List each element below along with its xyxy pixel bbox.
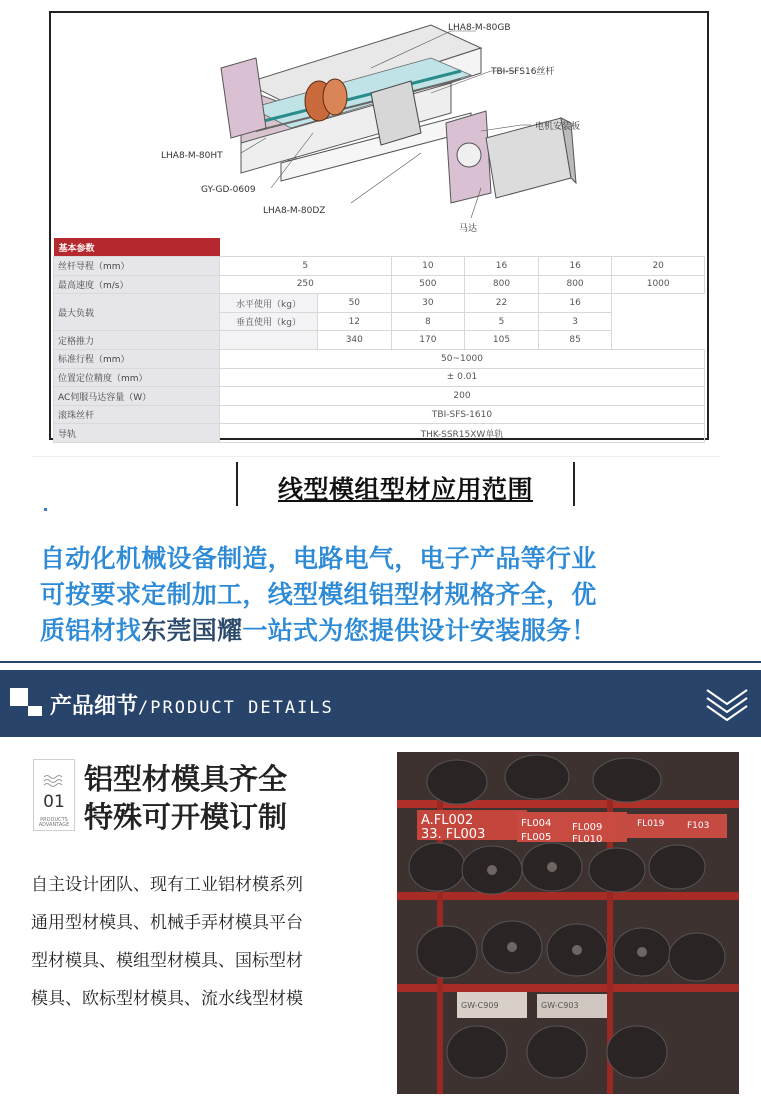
mold-tag: GW-C903	[541, 1001, 579, 1010]
banner-title-cn: 产品细节	[50, 694, 139, 719]
table-cell: 12	[318, 312, 392, 331]
spec-table	[53, 238, 705, 443]
row-label: 丝杆导程（mm）	[54, 257, 220, 276]
table-cell: 200	[220, 387, 705, 406]
row-label: 导轨	[54, 424, 220, 443]
linear-module-illustration	[51, 13, 707, 238]
callout-motor: 马达	[459, 224, 478, 234]
table-cell: 800	[465, 275, 539, 294]
row-label: 滚珠丝杆	[54, 405, 220, 424]
sub-label: 水平使用（kg）	[220, 294, 318, 313]
table-row	[54, 387, 705, 406]
table-cell: 16	[538, 257, 612, 276]
table-cell: 3	[538, 312, 612, 331]
table-cell: 22	[465, 294, 539, 313]
feature-description	[31, 866, 361, 1018]
table-cell: 340	[318, 331, 392, 350]
mold-tag: FL005	[521, 832, 552, 843]
table-cell: TBI-SFS-1610	[220, 405, 705, 424]
mold-tag: FL010	[572, 834, 603, 845]
table-cell: 10	[391, 257, 465, 276]
table-cell: ± 0.01	[220, 368, 705, 387]
wave-icon	[43, 774, 65, 788]
feature-title-line: 铝型材模具齐全	[84, 762, 288, 796]
mold-tag: F103	[687, 821, 710, 831]
row-label: 位置定位精度（mm）	[54, 368, 220, 387]
table-cell: 20	[612, 257, 705, 276]
table-cell: 85	[538, 331, 612, 350]
table-cell: 250	[220, 275, 392, 294]
intro-line-part: 一站式为您提供设计安装服务！	[242, 616, 597, 645]
application-range-title: 线型模组型材应用范围	[236, 462, 575, 506]
table-row	[54, 257, 705, 276]
banner-title	[50, 689, 334, 720]
table-row	[54, 424, 705, 443]
table-cell: 500	[391, 275, 465, 294]
row-label: 最大负载	[54, 294, 220, 331]
callout-base: LHA8-M-80DZ	[263, 206, 326, 216]
badge-caption: PRODUCTS ADVANTAGE	[38, 817, 70, 828]
intro-line: 自动化机械设备制造，电路电气，电子产品等行业	[40, 544, 597, 573]
description-line: 通用型材模具、机械手弄材模具平台	[31, 913, 303, 933]
feature-number: 01	[43, 792, 65, 812]
table-row	[54, 238, 705, 257]
table-cell: THK-SSR15XW单轨	[220, 424, 705, 443]
table-row	[54, 405, 705, 424]
description-line: 型材模具、模组型材模具、国标型材	[31, 951, 303, 971]
mold-tag: 33. FL003	[421, 827, 486, 842]
table-cell: 16	[465, 257, 539, 276]
table-row	[54, 275, 705, 294]
square-icon	[10, 688, 28, 706]
table-cell: 50~1000	[220, 350, 705, 369]
intro-line: 可按要求定制加工，线型模组铝型材规格齐全，优	[40, 580, 597, 609]
mold-tag: FL019	[637, 819, 665, 829]
mold-rack-photo	[397, 752, 739, 1094]
feature-title	[84, 760, 287, 836]
callout-motor-plate: 电机安装板	[535, 122, 581, 132]
product-details-banner	[0, 670, 761, 737]
table-cell: 8	[391, 312, 465, 331]
table-cell: 16	[538, 294, 612, 313]
table-row	[54, 294, 705, 313]
divider	[32, 456, 720, 457]
spec-panel	[49, 11, 709, 440]
callout-head: LHA8-M-80HT	[161, 151, 223, 161]
feature-number-badge	[33, 759, 75, 831]
mold-rack-illustration	[397, 752, 739, 1094]
chevron-down-icon	[705, 684, 749, 724]
callout-rail: GY-GD-0609	[201, 185, 256, 195]
mold-tag: GW-C909	[461, 1001, 499, 1010]
row-label: 最高速度（m/s）	[54, 275, 220, 294]
square-icon	[28, 706, 42, 716]
decorative-dot	[44, 508, 47, 511]
intro-line-part: 质铝材找	[40, 616, 142, 645]
mold-tag: FL004	[521, 818, 552, 829]
table-cell: 5	[465, 312, 539, 331]
table-cell: 5	[220, 257, 392, 276]
row-label: 定格推力	[54, 331, 220, 350]
callout-top-cover: LHA8-M-80GB	[448, 23, 511, 33]
feature-title-line: 特殊可开模订制	[84, 800, 288, 834]
description-line: 模具、欧标型材模具、流水线型材模	[31, 989, 303, 1009]
spec-title: 基本参数	[54, 238, 220, 257]
intro-text	[40, 541, 730, 649]
callout-ball-screw: TBI-SFS16丝杆	[491, 67, 555, 77]
table-cell: 50	[318, 294, 392, 313]
table-row	[54, 350, 705, 369]
module-diagram	[51, 13, 707, 238]
table-cell: 30	[391, 294, 465, 313]
row-label: 标准行程（mm）	[54, 350, 220, 369]
banner-title-en: /PRODUCT DETAILS	[138, 698, 334, 718]
table-row	[54, 368, 705, 387]
table-row	[54, 331, 705, 350]
company-name: 东莞国耀	[141, 616, 243, 645]
row-label: AC伺服马达容量（W）	[54, 387, 220, 406]
table-cell: 1000	[612, 275, 705, 294]
intro-line	[40, 613, 730, 649]
divider	[0, 661, 761, 663]
mold-tag: FL009	[572, 822, 603, 833]
sub-label: 垂直使用（kg）	[220, 312, 318, 331]
description-line: 自主设计团队、现有工业铝材模系列	[31, 875, 303, 895]
table-cell: 105	[465, 331, 539, 350]
table-cell: 170	[391, 331, 465, 350]
table-cell: 800	[538, 275, 612, 294]
mold-tag: A.FL002	[421, 813, 474, 828]
